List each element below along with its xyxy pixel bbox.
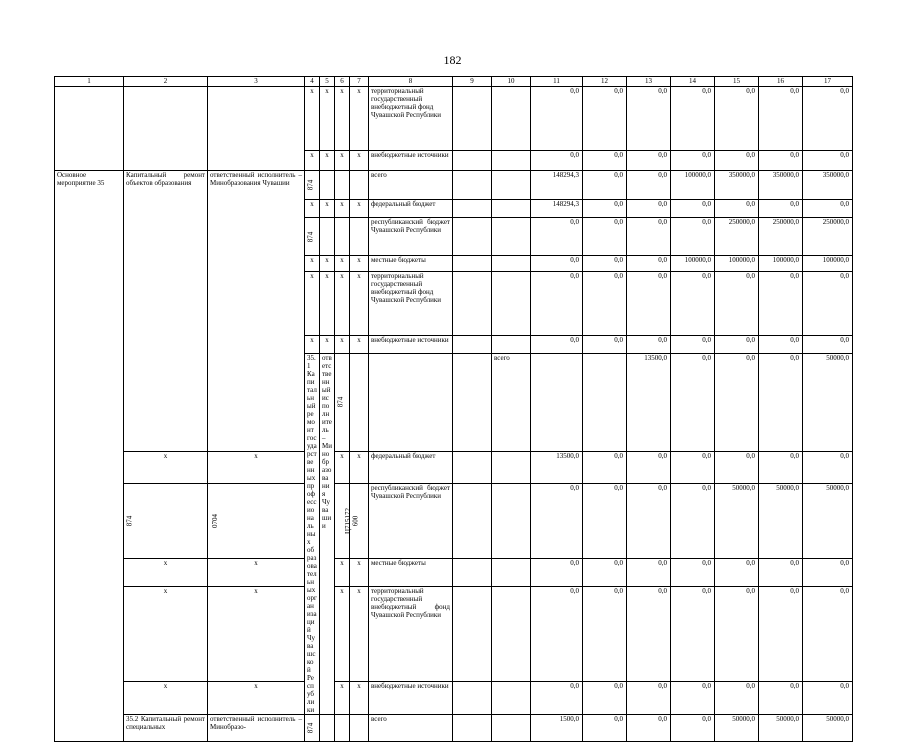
sub-event-executor: ответственный исполнитель – Минобразования Чувашии xyxy=(320,354,335,715)
value-cell: 0,0 xyxy=(627,171,671,200)
empty-cell xyxy=(350,171,369,200)
value-cell: 0,0 xyxy=(531,272,583,336)
value-cell: 0,0 xyxy=(531,151,583,171)
empty-cell xyxy=(453,586,492,682)
value-cell: 50000,0 xyxy=(803,715,853,742)
value-cell: 0,0 xyxy=(671,559,715,586)
page-number: 182 xyxy=(443,53,462,67)
table-row xyxy=(55,559,853,586)
x-mark: х xyxy=(350,200,369,218)
value-cell: 0,0 xyxy=(583,218,627,256)
value-cell: 50000,0 xyxy=(759,715,803,742)
source-label: территориальный государственный внебюджетный фонд Чувашской Республики xyxy=(369,586,453,682)
value-cell: 350000,0 xyxy=(803,171,853,200)
header-cell: 10 xyxy=(492,77,531,87)
value-cell: 250000,0 xyxy=(715,218,759,256)
source-label: всего xyxy=(492,354,531,452)
source-label: республиканский бюджет Чувашской Республики xyxy=(369,484,453,559)
value-cell: 0,0 xyxy=(759,559,803,586)
source-label: внебюджетные источники xyxy=(369,151,453,171)
table-row xyxy=(55,586,853,682)
value-cell: 0,0 xyxy=(531,336,583,354)
value-cell: 0,0 xyxy=(531,586,583,682)
grbs-code: 874 xyxy=(305,171,320,200)
value-cell: 0,0 xyxy=(531,484,583,559)
value-cell: 0,0 xyxy=(759,200,803,218)
section-code: 0704 xyxy=(208,484,305,559)
empty-cell xyxy=(453,256,492,272)
x-mark: х xyxy=(335,151,350,171)
value-cell: 0,0 xyxy=(715,200,759,218)
table-row xyxy=(55,87,853,151)
value-cell: 0,0 xyxy=(671,682,715,715)
value-cell: 0,0 xyxy=(671,200,715,218)
x-mark: х xyxy=(350,559,369,586)
value-cell: 1500,0 xyxy=(531,715,583,742)
header-cell: 11 xyxy=(531,77,583,87)
table-row xyxy=(55,451,853,484)
value-cell: 0,0 xyxy=(671,151,715,171)
value-cell: 350000,0 xyxy=(759,171,803,200)
value-cell: 0,0 xyxy=(583,484,627,559)
header-cell: 5 xyxy=(320,77,335,87)
source-label: республиканский бюджет Чувашской Республики xyxy=(369,218,453,256)
cell-col1 xyxy=(55,87,124,171)
empty-cell xyxy=(492,559,531,586)
x-mark: х xyxy=(350,256,369,272)
empty-cell xyxy=(320,715,335,742)
table-row xyxy=(55,682,853,715)
x-mark: х xyxy=(305,272,320,336)
value-cell: 0,0 xyxy=(583,200,627,218)
value-cell: 0,0 xyxy=(803,272,853,336)
empty-cell xyxy=(492,218,531,256)
x-mark: х xyxy=(305,336,320,354)
source-label: всего xyxy=(369,715,453,742)
value-cell: 0,0 xyxy=(715,336,759,354)
x-mark: х xyxy=(350,87,369,151)
grbs-code: 874 xyxy=(305,218,320,256)
x-mark: х xyxy=(320,256,335,272)
header-row xyxy=(55,77,853,87)
value-cell: 0,0 xyxy=(759,586,803,682)
header-cell: 13 xyxy=(627,77,671,87)
value-cell: 148294,3 xyxy=(531,171,583,200)
value-cell: 0,0 xyxy=(627,559,671,586)
grbs-code: 874 xyxy=(335,354,350,452)
value-cell: 0,0 xyxy=(671,715,715,742)
empty-cell xyxy=(453,715,492,742)
empty-cell xyxy=(453,171,492,200)
header-cell: 2 xyxy=(124,77,208,87)
event-name: Основное мероприятие 35 xyxy=(55,171,124,742)
x-mark: х xyxy=(335,272,350,336)
empty-cell xyxy=(492,682,531,715)
value-cell: 0,0 xyxy=(583,451,627,484)
header-cell: 14 xyxy=(671,77,715,87)
value-cell: 0,0 xyxy=(715,354,759,452)
value-cell: 0,0 xyxy=(715,451,759,484)
source-label: федеральный бюджет xyxy=(369,200,453,218)
value-cell: 0,0 xyxy=(627,200,671,218)
x-mark: х xyxy=(320,336,335,354)
empty-cell xyxy=(453,451,492,484)
x-mark: х xyxy=(335,200,350,218)
value-cell: 0,0 xyxy=(531,682,583,715)
x-mark: х xyxy=(350,272,369,336)
empty-cell xyxy=(492,451,531,484)
value-cell: 0,0 xyxy=(671,87,715,151)
header-cell: 4 xyxy=(305,77,320,87)
x-mark: х xyxy=(335,336,350,354)
empty-cell xyxy=(492,484,531,559)
x-mark: х xyxy=(208,682,305,715)
value-cell: 0,0 xyxy=(671,586,715,682)
value-cell: 0,0 xyxy=(715,272,759,336)
empty-cell xyxy=(453,336,492,354)
value-cell: 0,0 xyxy=(671,218,715,256)
empty-cell xyxy=(492,586,531,682)
value-cell: 0,0 xyxy=(671,451,715,484)
value-cell: 0,0 xyxy=(759,272,803,336)
header-cell: 7 xyxy=(350,77,369,87)
value-cell: 0,0 xyxy=(803,200,853,218)
value-cell: 0,0 xyxy=(627,151,671,171)
x-mark: х xyxy=(350,451,369,484)
empty-cell xyxy=(335,171,350,200)
source-label: федеральный бюджет xyxy=(369,451,453,484)
event-executor: ответственный исполнитель – Минобразования Чувашии xyxy=(208,171,305,452)
value-cell: 0,0 xyxy=(671,354,715,452)
value-cell: 50000,0 xyxy=(759,484,803,559)
source-label: местные бюджеты xyxy=(369,256,453,272)
value-cell: 0,0 xyxy=(583,171,627,200)
value-cell: 0,0 xyxy=(583,87,627,151)
value-cell: 0,0 xyxy=(803,559,853,586)
value-cell: 0,0 xyxy=(627,256,671,272)
value-cell: 0,0 xyxy=(759,682,803,715)
sub-event-title: 35.2 Капитальный ремонт специальных xyxy=(124,715,208,742)
value-cell: 0,0 xyxy=(531,559,583,586)
empty-cell xyxy=(350,354,369,452)
header-cell: 15 xyxy=(715,77,759,87)
x-mark: х xyxy=(350,586,369,682)
value-cell: 0,0 xyxy=(531,87,583,151)
target-article-code: Ц715172 xyxy=(335,484,350,559)
empty-cell xyxy=(335,715,350,742)
value-cell: 0,0 xyxy=(583,336,627,354)
empty-cell xyxy=(492,200,531,218)
empty-cell xyxy=(453,87,492,151)
cell-col2 xyxy=(124,87,208,171)
value-cell: 100000,0 xyxy=(759,256,803,272)
value-cell: 0,0 xyxy=(627,484,671,559)
source-label: внебюджетные источники xyxy=(369,682,453,715)
empty-cell xyxy=(453,559,492,586)
empty-cell xyxy=(453,682,492,715)
value-cell: 0,0 xyxy=(671,272,715,336)
header-cell: 16 xyxy=(759,77,803,87)
header-cell: 12 xyxy=(583,77,627,87)
source-label: всего xyxy=(369,171,453,200)
x-mark: х xyxy=(124,682,208,715)
value-cell: 0,0 xyxy=(627,682,671,715)
value-cell: 50000,0 xyxy=(803,354,853,452)
value-cell: 0,0 xyxy=(671,336,715,354)
x-mark: х xyxy=(320,200,335,218)
x-mark: х xyxy=(335,682,350,715)
value-cell: 0,0 xyxy=(803,586,853,682)
empty-cell xyxy=(335,218,350,256)
value-cell: 0,0 xyxy=(759,336,803,354)
table-row xyxy=(55,171,853,200)
value-cell: 13500,0 xyxy=(627,354,671,452)
header-cell: 9 xyxy=(453,77,492,87)
value-cell: 100000,0 xyxy=(671,256,715,272)
empty-cell xyxy=(583,354,627,452)
empty-cell xyxy=(492,151,531,171)
x-mark: х xyxy=(124,586,208,682)
x-mark: х xyxy=(124,451,208,484)
value-cell: 0,0 xyxy=(583,715,627,742)
value-cell: 50000,0 xyxy=(715,715,759,742)
value-cell: 0,0 xyxy=(803,682,853,715)
empty-cell xyxy=(320,218,335,256)
empty-cell xyxy=(492,336,531,354)
value-cell: 0,0 xyxy=(627,272,671,336)
value-cell: 0,0 xyxy=(583,682,627,715)
x-mark: х xyxy=(335,559,350,586)
value-cell: 0,0 xyxy=(715,559,759,586)
value-cell: 0,0 xyxy=(627,451,671,484)
x-mark: х xyxy=(335,256,350,272)
table-row xyxy=(55,715,853,742)
empty-cell xyxy=(492,171,531,200)
empty-cell xyxy=(531,354,583,452)
value-cell: 50000,0 xyxy=(715,484,759,559)
value-cell: 0,0 xyxy=(803,151,853,171)
value-cell: 0,0 xyxy=(583,559,627,586)
value-cell: 0,0 xyxy=(759,87,803,151)
value-cell: 0,0 xyxy=(715,151,759,171)
empty-cell xyxy=(320,171,335,200)
source-label: местные бюджеты xyxy=(369,559,453,586)
value-cell: 0,0 xyxy=(759,354,803,452)
x-mark: х xyxy=(335,586,350,682)
x-mark: х xyxy=(320,272,335,336)
source-label: внебюджетные источники xyxy=(369,336,453,354)
source-label: территориальный государственный внебюджетный фонд Чувашской Республики xyxy=(369,272,453,336)
x-mark: х xyxy=(350,336,369,354)
empty-cell xyxy=(350,218,369,256)
value-cell: 0,0 xyxy=(803,87,853,151)
header-cell: 3 xyxy=(208,77,305,87)
value-cell: 0,0 xyxy=(531,218,583,256)
value-cell: 0,0 xyxy=(531,256,583,272)
sub-event-title: 35.1 Капитальный ремонт государственных профессиональных образовательных организаций Чувашской Республики xyxy=(305,354,320,715)
value-cell: 250000,0 xyxy=(803,218,853,256)
value-cell: 0,0 xyxy=(627,586,671,682)
empty-cell xyxy=(350,715,369,742)
table-row xyxy=(55,484,853,559)
value-cell: 0,0 xyxy=(627,218,671,256)
value-cell: 148294,3 xyxy=(531,200,583,218)
header-cell: 1 xyxy=(55,77,124,87)
value-cell: 13500,0 xyxy=(531,451,583,484)
value-cell: 0,0 xyxy=(803,336,853,354)
source-label: территориальный государственный внебюджетный фонд Чувашской Республики xyxy=(369,87,453,151)
empty-cell xyxy=(453,200,492,218)
value-cell: 0,0 xyxy=(671,484,715,559)
value-cell: 0,0 xyxy=(715,87,759,151)
empty-cell xyxy=(453,218,492,256)
empty-cell xyxy=(453,272,492,336)
value-cell: 0,0 xyxy=(759,451,803,484)
x-mark: х xyxy=(208,586,305,682)
empty-cell xyxy=(492,272,531,336)
value-cell: 0,0 xyxy=(583,586,627,682)
empty-cell xyxy=(492,715,531,742)
grbs-code: 874 xyxy=(124,484,208,559)
x-mark: х xyxy=(305,151,320,171)
value-cell: 100000,0 xyxy=(803,256,853,272)
value-cell: 0,0 xyxy=(583,272,627,336)
x-mark: х xyxy=(208,559,305,586)
empty-cell xyxy=(453,151,492,171)
value-cell: 0,0 xyxy=(715,586,759,682)
value-cell: 100000,0 xyxy=(671,171,715,200)
empty-cell xyxy=(453,354,492,452)
value-cell: 0,0 xyxy=(583,151,627,171)
value-cell: 0,0 xyxy=(583,256,627,272)
empty-cell xyxy=(453,484,492,559)
value-cell: 250000,0 xyxy=(759,218,803,256)
x-mark: х xyxy=(305,256,320,272)
grbs-code: 874 xyxy=(305,715,320,742)
header-cell: 6 xyxy=(335,77,350,87)
header-cell: 17 xyxy=(803,77,853,87)
value-cell: 0,0 xyxy=(759,151,803,171)
budget-table xyxy=(54,76,853,742)
empty-cell xyxy=(492,256,531,272)
x-mark: х xyxy=(350,151,369,171)
sub-event-executor: ответственный исполнитель – Минобразо- xyxy=(208,715,305,742)
value-cell: 50000,0 xyxy=(803,484,853,559)
x-mark: х xyxy=(350,682,369,715)
x-mark: х xyxy=(335,451,350,484)
value-cell: 0,0 xyxy=(627,336,671,354)
empty-cell xyxy=(369,354,453,452)
x-mark: х xyxy=(320,87,335,151)
x-mark: х xyxy=(320,151,335,171)
empty-cell xyxy=(492,87,531,151)
value-cell: 0,0 xyxy=(627,87,671,151)
x-mark: х xyxy=(208,451,305,484)
x-mark: х xyxy=(335,87,350,151)
value-cell: 350000,0 xyxy=(715,171,759,200)
value-cell: 0,0 xyxy=(627,715,671,742)
cell-col3 xyxy=(208,87,305,171)
x-mark: х xyxy=(124,559,208,586)
x-mark: х xyxy=(305,87,320,151)
value-cell: 0,0 xyxy=(715,682,759,715)
value-cell: 100000,0 xyxy=(715,256,759,272)
x-mark: х xyxy=(305,200,320,218)
event-title: Капитальный ремонт объектов образования xyxy=(124,171,208,452)
expense-type-code: 600 xyxy=(350,484,369,559)
header-cell: 8 xyxy=(369,77,453,87)
value-cell: 0,0 xyxy=(803,451,853,484)
